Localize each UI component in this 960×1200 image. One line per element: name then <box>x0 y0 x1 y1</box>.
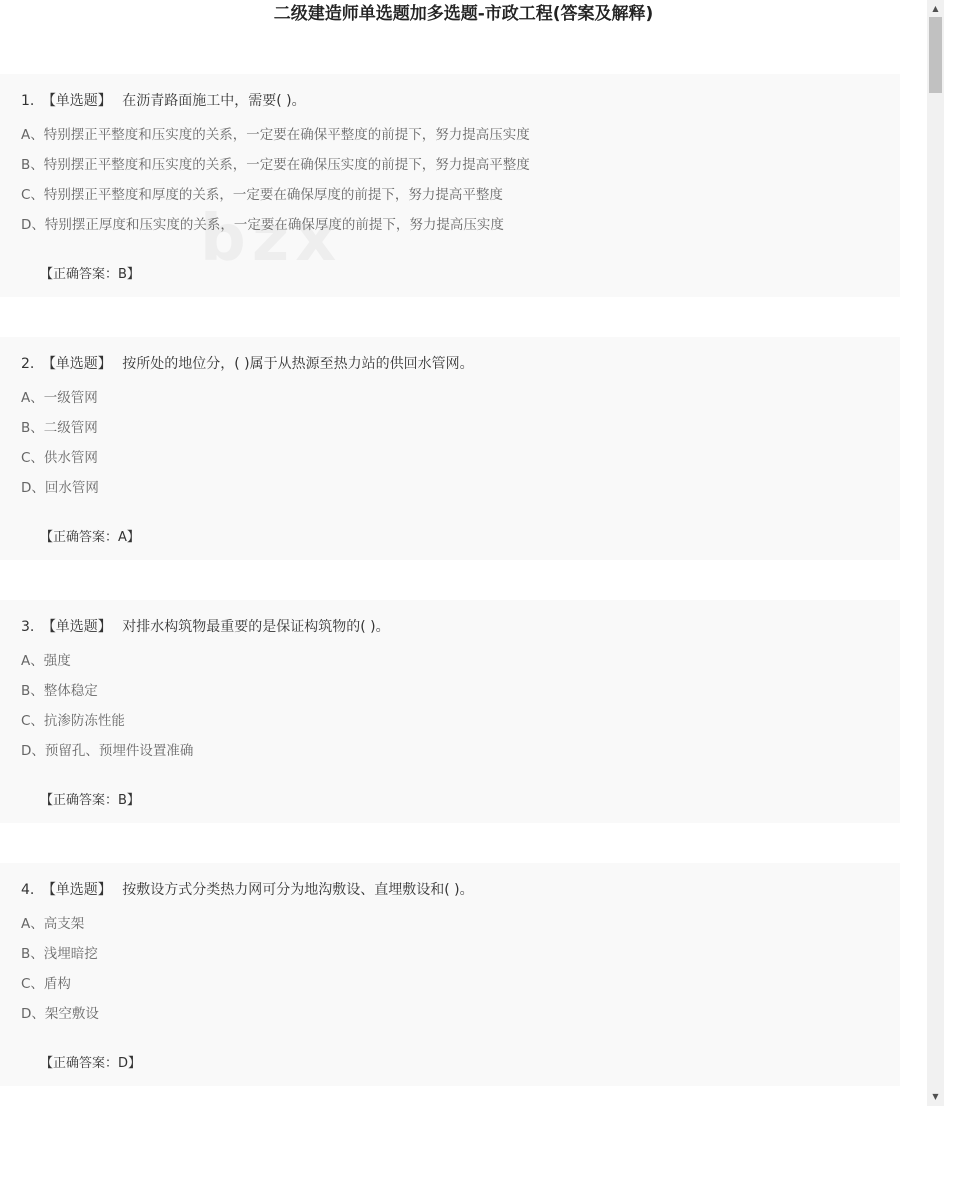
question-type: 【单选题】 <box>41 882 112 898</box>
option-list <box>21 388 99 508</box>
question-stem: 按敷设方式分类热力网可分为地沟敷设、直埋敷设和( )。 <box>122 882 474 898</box>
page-title: 二级建造师单选题加多选题-市政工程(答案及解释) <box>273 4 654 24</box>
option-b: B、整体稳定 <box>21 683 98 699</box>
vertical-scrollbar[interactable] <box>927 0 944 1106</box>
question-card-4 <box>0 863 900 1086</box>
question-header <box>21 90 306 110</box>
option-b: B、浅埋暗挖 <box>21 946 98 962</box>
question-stem: 按所处的地位分，( )属于从热源至热力站的供回水管网。 <box>122 356 474 372</box>
option-a: A、高支架 <box>21 916 85 932</box>
correct-answer: 【正确答案：D】 <box>40 1056 142 1071</box>
option-d: D、特别摆正厚度和压实度的关系，一定要在确保厚度的前提下，努力提高压实度 <box>21 217 504 233</box>
question-card-3 <box>0 600 900 823</box>
scroll-up-arrow-icon[interactable]: ▲ <box>932 4 939 13</box>
option-d: D、架空敷设 <box>21 1006 99 1022</box>
option-c: C、盾构 <box>21 976 71 992</box>
question-card-2 <box>0 337 900 560</box>
option-c: C、供水管网 <box>21 450 98 466</box>
question-type: 【单选题】 <box>41 93 112 109</box>
question-card-1 <box>0 74 900 297</box>
option-list <box>21 125 530 245</box>
option-a: A、特别摆正平整度和压实度的关系，一定要在确保平整度的前提下，努力提高压实度 <box>21 127 530 143</box>
option-d: D、预留孔、预埋件设置准确 <box>21 743 194 759</box>
question-stem: 对排水构筑物最重要的是保证构筑物的( )。 <box>122 619 390 635</box>
option-d: D、回水管网 <box>21 480 99 496</box>
option-list <box>21 651 193 771</box>
question-number: 4. <box>21 882 35 898</box>
question-number: 2. <box>21 356 35 372</box>
question-type: 【单选题】 <box>41 619 112 635</box>
correct-answer: 【正确答案：B】 <box>40 793 140 808</box>
option-b: B、二级管网 <box>21 420 98 436</box>
scroll-down-arrow-icon[interactable]: ▼ <box>932 1092 939 1101</box>
option-c: C、抗渗防冻性能 <box>21 713 125 729</box>
question-number: 3. <box>21 619 35 635</box>
question-header <box>21 879 474 899</box>
question-type: 【单选题】 <box>41 356 112 372</box>
option-a: A、强度 <box>21 653 71 669</box>
question-number: 1. <box>21 93 35 109</box>
option-list <box>21 914 99 1034</box>
option-a: A、一级管网 <box>21 390 98 406</box>
question-header <box>21 353 474 373</box>
option-c: C、特别摆正平整度和厚度的关系，一定要在确保厚度的前提下，努力提高平整度 <box>21 187 503 203</box>
correct-answer: 【正确答案：B】 <box>40 267 140 282</box>
scrollbar-thumb[interactable] <box>929 17 942 93</box>
question-header <box>21 616 390 636</box>
option-b: B、特别摆正平整度和压实度的关系，一定要在确保压实度的前提下，努力提高平整度 <box>21 157 530 173</box>
question-stem: 在沥青路面施工中，需要( )。 <box>122 93 306 109</box>
correct-answer: 【正确答案：A】 <box>40 530 140 545</box>
